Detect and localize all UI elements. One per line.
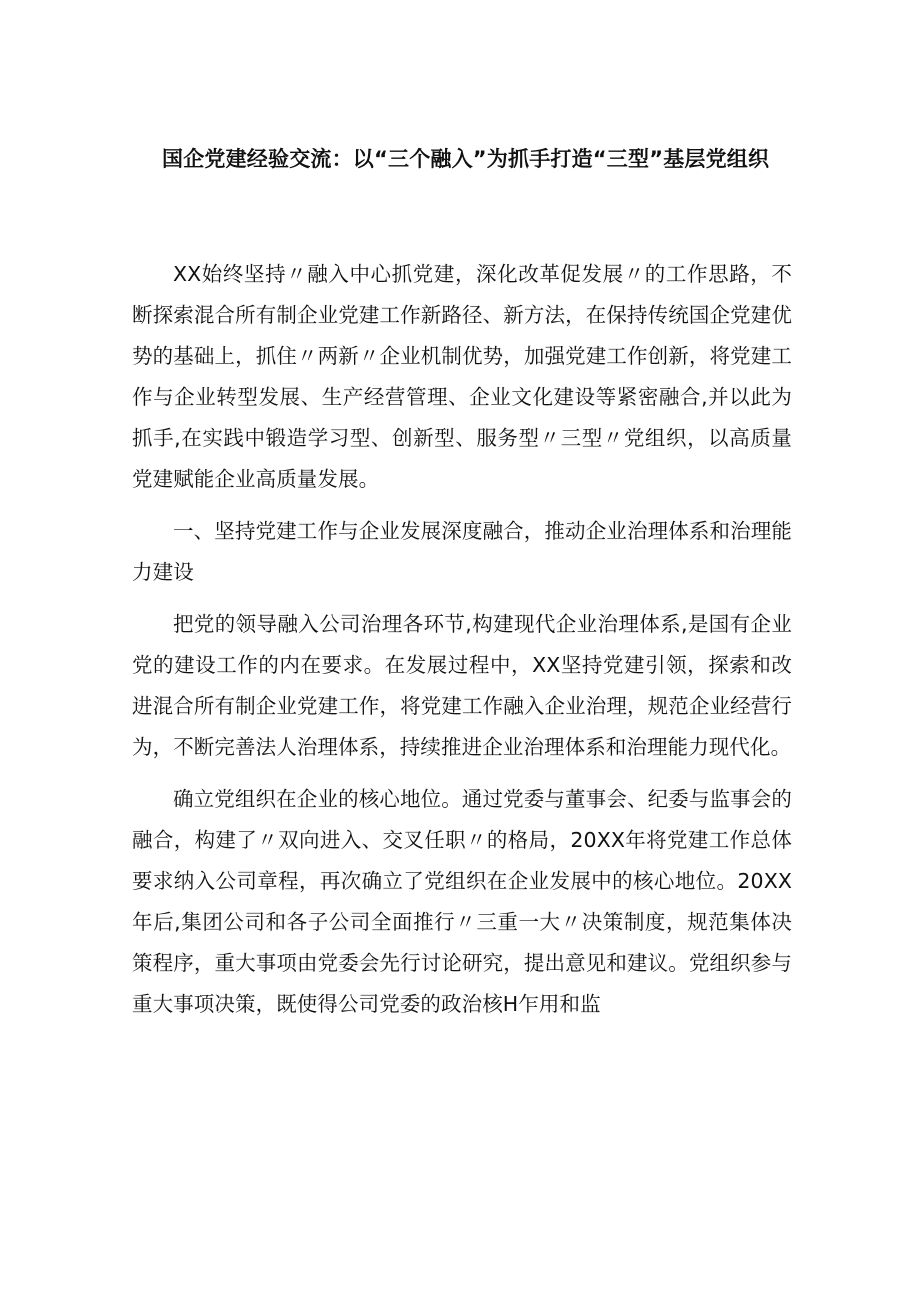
- intro-paragraph: XX始终坚持〃融入中心抓党建，深化改革促发展〃的工作思路，不断探索混合所有制企业党建工作新路径、新方法，在保持传统国企党建优势的基础上，抓住〃两新〃企业机制优势，加强党建工作创新，将党建工作与企业转型发展、生产经营管理、企业文化建设等紧密融合,并以此为抓手,在实践中锻造学习型、创新型、服务型〃三型〃党组织，以高质量党建赋能企业高质量发展。: [132, 262, 792, 491]
- document-body: [132, 254, 792, 1036]
- body-paragraph: 确立党组织在企业的核心地位。通过党委与董事会、纪委与监事会的融合，构建了〃双向进入、交叉任职〃的格局，20XX年将党建工作总体要求纳入公司章程，再次确立了党组织在企业发展中的核心地位。20XX年后,集团公司和各子公司全面推行〃三重一大〃决策制度，规范集体决策程序，重大事项由党委会先行讨论研究，提出意见和建议。党组织参与重大事项决策，既使得公司党委的政治核H乍用和监: [132, 787, 792, 1016]
- section-heading-1: 一、坚持党建工作与企业发展深度融合，推动企业治理体系和治理能力建设: [132, 519, 792, 584]
- document-title: 国企党建经验交流：以“三个融入”为抓手打造“三型”基层党组织: [162, 147, 770, 171]
- body-paragraph: 把党的领导融入公司治理各环节,构建现代企业治理体系,是国有企业党的建设工作的内在要求。在发展过程中，XX坚持党建引领，探索和改进混合所有制企业党建工作，将党建工作融入企业治理，规范企业经营行为，不断完善法人治理体系，持续推进企业治理体系和治理能力现代化。: [132, 612, 792, 759]
